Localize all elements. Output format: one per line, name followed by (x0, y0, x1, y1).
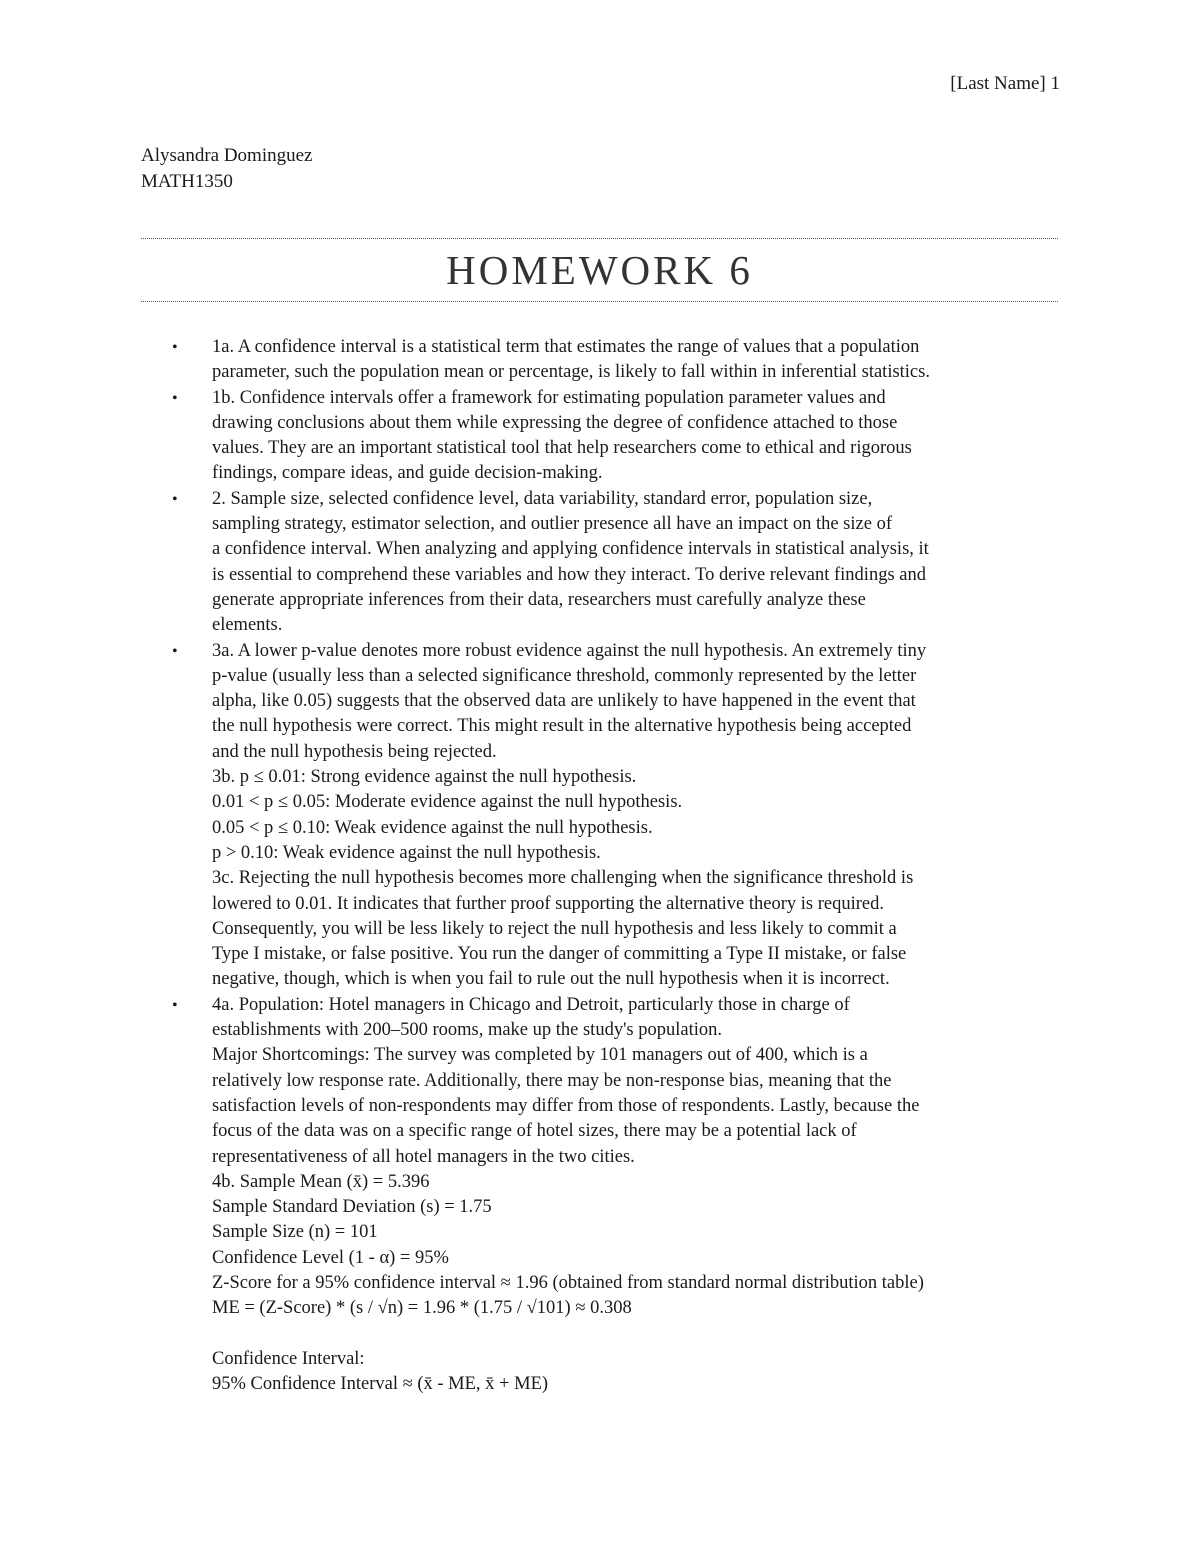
list-item (170, 335, 1050, 386)
list-item (170, 993, 1050, 1398)
text-line: lowered to 0.01. It indicates that further proof supporting the alternative theory is required. (212, 893, 884, 914)
text-line: focus of the data was on a specific range of hotel sizes, there may be a potential lack of (212, 1121, 857, 1142)
text-line: elements. (212, 615, 283, 636)
list-item (170, 487, 1050, 639)
text-line: findings, compare ideas, and guide decision-making. (212, 463, 603, 484)
author-block (141, 143, 312, 195)
text-line: representativeness of all hotel managers in the two cities. (212, 1146, 635, 1167)
text-line: relatively low response rate. Additionally, there may be non-response bias, meaning that the (212, 1070, 892, 1091)
document-title: HOMEWORK 6 (446, 247, 753, 293)
page-header: [Last Name] 1 (950, 73, 1060, 94)
text-line: Consequently, you will be less likely to reject the null hypothesis and less likely to commit a (212, 918, 897, 939)
text-line: Confidence Level (1 - α) = 95% (212, 1247, 449, 1268)
text-line: 4b. Sample Mean (x̄) = 5.396 (212, 1171, 430, 1192)
text-line: 95% Confidence Interval ≈ (x̄ - ME, x̄ + ME) (212, 1374, 549, 1395)
text-line: drawing conclusions about them while expressing the degree of confidence attached to those (212, 412, 898, 433)
text-line: 3a. A lower p-value denotes more robust evidence against the null hypothesis. An extremely tiny (212, 640, 927, 661)
bullet-icon: • (172, 339, 178, 356)
text-line: 0.05 < p ≤ 0.10: Weak evidence against the null hypothesis. (212, 817, 653, 838)
text-line: a confidence interval. When analyzing and applying confidence intervals in statistical analysis, it (212, 539, 929, 560)
text-line: 3c. Rejecting the null hypothesis becomes more challenging when the significance threshold is (212, 868, 914, 889)
list-item (170, 386, 1050, 487)
text-line: the null hypothesis were correct. This might result in the alternative hypothesis being accepted (212, 716, 912, 737)
blank-line (212, 1322, 1050, 1347)
text-line: is essential to comprehend these variables and how they interact. To derive relevant findings and (212, 564, 926, 585)
list-item (170, 639, 1050, 993)
text-line: 2. Sample size, selected confidence level, data variability, standard error, population size, (212, 488, 873, 509)
text-line: alpha, like 0.05) suggests that the observed data are unlikely to have happened in the event that (212, 691, 916, 712)
text-line: 0.01 < p ≤ 0.05: Moderate evidence against the null hypothesis. (212, 792, 683, 813)
text-line: negative, though, which is when you fail to rule out the null hypothesis when it is incorrect. (212, 969, 890, 990)
text-line: values. They are an important statistical tool that help researchers come to ethical and rigorous (212, 438, 912, 459)
text-line: Sample Standard Deviation (s) = 1.75 (212, 1197, 492, 1218)
text-line: p > 0.10: Weak evidence against the null hypothesis. (212, 842, 601, 863)
text-line: and the null hypothesis being rejected. (212, 741, 497, 762)
text-line: ME = (Z-Score) * (s / √n) = 1.96 * (1.75 / √101) ≈ 0.308 (212, 1298, 632, 1319)
text-line: Type I mistake, or false positive. You run the danger of committing a Type II mistake, or false (212, 944, 907, 965)
bullet-icon: • (172, 389, 178, 407)
text-line: Sample Size (n) = 101 (212, 1222, 378, 1243)
text-line: Major Shortcomings: The survey was completed by 101 managers out of 400, which is a (212, 1045, 868, 1066)
text-line: parameter, such the population mean or percentage, is likely to fall within in inferential statistics. (212, 362, 930, 383)
text-line: 4a. Population: Hotel managers in Chicago and Detroit, particularly those in charge of (212, 994, 850, 1015)
text-line: sampling strategy, estimator selection, and outlier presence all have an impact on the size of (212, 514, 892, 535)
text-line: Confidence Interval: (212, 1348, 365, 1369)
text-line: 1a. A confidence interval is a statistical term that estimates the range of values that a population (212, 337, 920, 357)
bullet-icon: • (172, 996, 178, 1014)
title-rule-bottom (141, 301, 1058, 302)
title-rule-top (141, 238, 1058, 239)
bullet-icon: • (172, 642, 178, 660)
bullet-icon: • (172, 490, 178, 508)
text-line: satisfaction levels of non-respondents may differ from those of respondents. Lastly, because the (212, 1095, 920, 1116)
author-name: Alysandra Dominguez (141, 145, 313, 166)
text-line: establishments with 200–500 rooms, make up the study's population. (212, 1020, 722, 1041)
text-line: 3b. p ≤ 0.01: Strong evidence against the null hypothesis. (212, 767, 637, 788)
answer-list (170, 335, 1050, 1397)
text-line: generate appropriate inferences from their data, researchers must carefully analyze these (212, 589, 866, 610)
course-code: MATH1350 (141, 171, 233, 192)
text-line: p-value (usually less than a selected significance threshold, commonly represented by the letter (212, 665, 917, 686)
text-line: 1b. Confidence intervals offer a framework for estimating population parameter values and (212, 387, 886, 408)
text-line: Z-Score for a 95% confidence interval ≈ 1.96 (obtained from standard normal distribution table) (212, 1272, 924, 1293)
